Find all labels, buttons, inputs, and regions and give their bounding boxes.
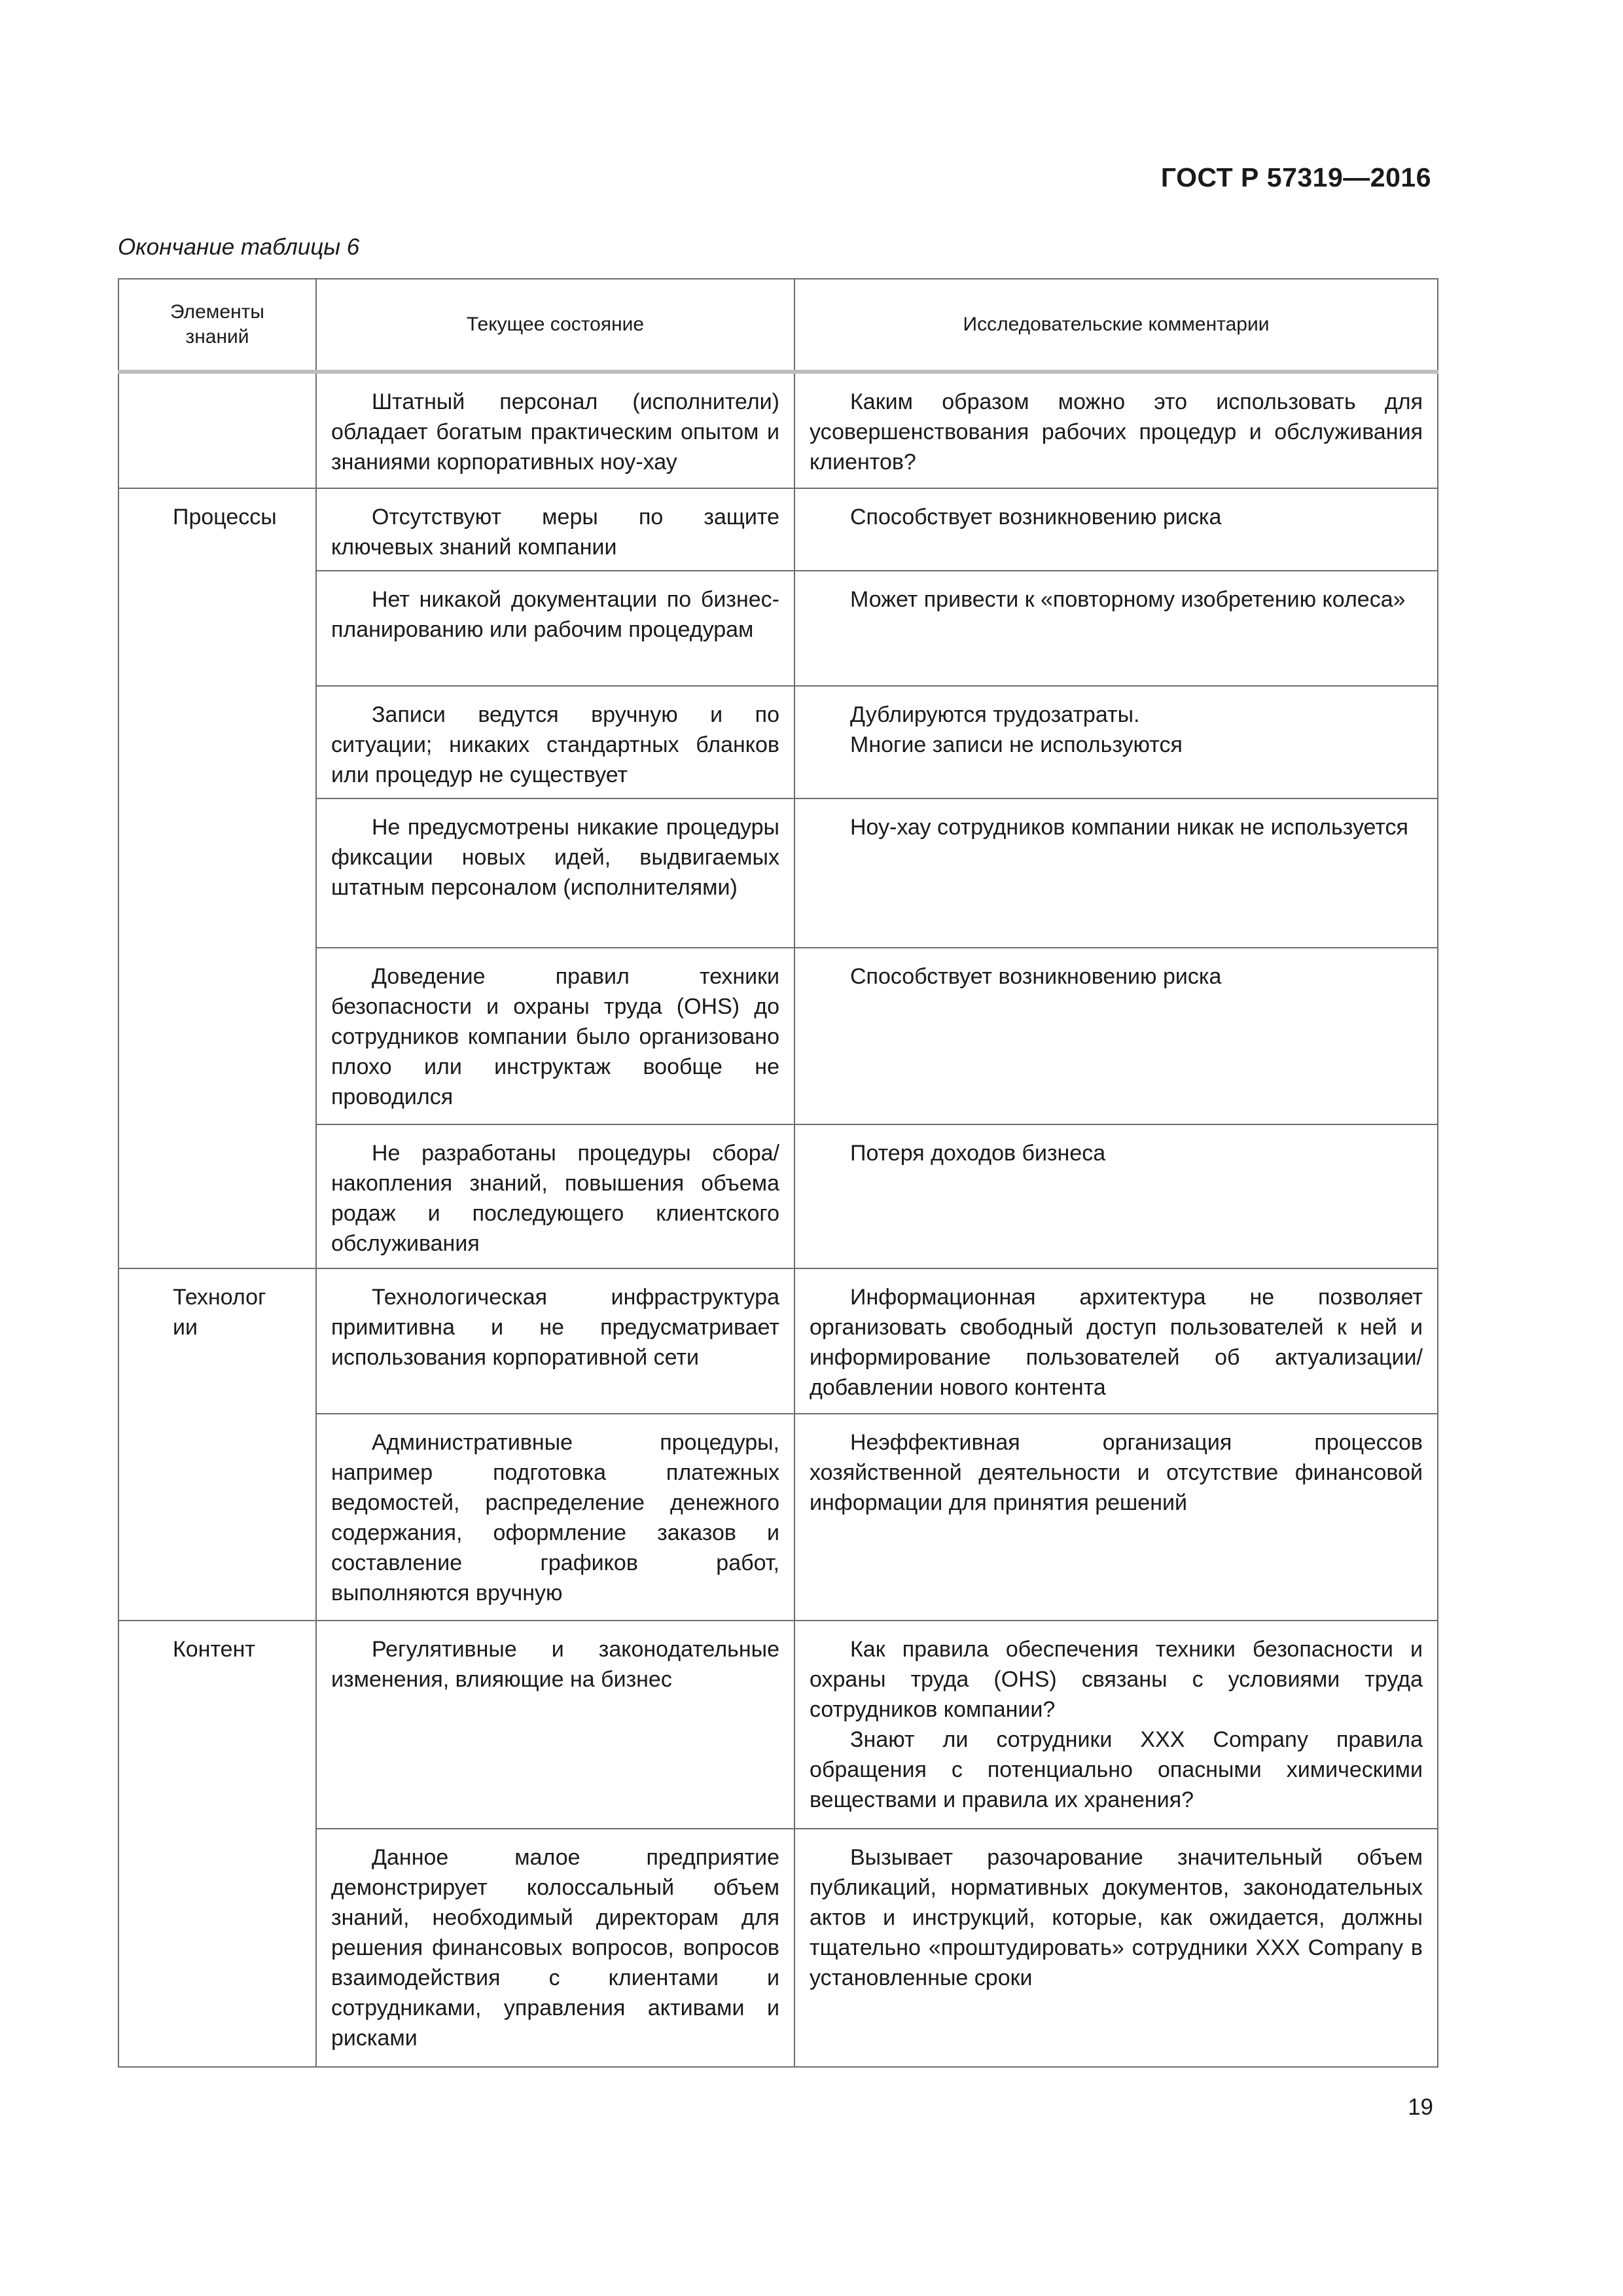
comment-cell [794, 1414, 1438, 1621]
current-state-text: Штатный персонал (исполнители) обладает богатым практическим опытом и знаниями корпоративных ноу-хау [331, 389, 779, 475]
comment-text: Каким образом можно это использовать для усовершенствования рабочих процедур и обслуживания клиентов? [810, 389, 1423, 475]
column-header-current-state: Текущее состояние [316, 279, 794, 372]
element-cell [118, 372, 316, 488]
page-number: 19 [1408, 2094, 1433, 2120]
knowledge-table [118, 278, 1438, 2068]
comment-text: Потеря доходов бизнеса [850, 1141, 1106, 1166]
current-state-cell [316, 798, 794, 948]
comment-cell [794, 372, 1438, 488]
comment-cell [794, 488, 1438, 571]
table-row [118, 1268, 1438, 1414]
comment-text: Ноу-хау сотрудников компании никак не используется [850, 815, 1408, 840]
element-label: Технологии [173, 1285, 266, 1340]
element-cell-processes: Процессы [118, 488, 316, 1268]
table-caption: Окончание таблицы 6 [118, 234, 360, 260]
current-state-cell [316, 488, 794, 571]
comment-text: Неэффективная организация процессов хозяйственной деятельности и отсутствие финансовой информации для принятия решений [810, 1430, 1423, 1515]
current-state-cell [316, 1621, 794, 1829]
table-row [118, 798, 1438, 948]
comment-text: Знают ли сотрудники XXX Company правила обращения с потенциально опасными химическими веществами и правила их хранения? [810, 1727, 1423, 1812]
current-state-text: Данное малое предприятие демонстрирует колоссальный объем знаний, необходимый директорам для решения финансовых вопросов, вопросов взаимодействия с клиентами и сотрудниками, управления активами и рисками [331, 1845, 779, 2051]
comment-cell [794, 571, 1438, 686]
table-header-row [118, 279, 1438, 372]
current-state-text: Не предусмотрены никакие процедуры фиксации новых идей, выдвигаемых штатным персоналом (исполнителями) [331, 815, 779, 900]
comment-text: Способствует возникновению риска [850, 505, 1222, 529]
current-state-text: Регулятивные и законодательные изменения, влияющие на бизнес [331, 1637, 779, 1692]
current-state-cell [316, 686, 794, 798]
table-row [118, 1829, 1438, 2067]
current-state-text: Нет никакой документации по бизнес-планированию или рабочим процедурам [331, 587, 779, 642]
current-state-cell [316, 1829, 794, 2067]
element-cell-technologies [118, 1268, 316, 1621]
comment-cell [794, 1124, 1438, 1268]
comment-text: Может привести к «повторному изобретению колеса» [850, 587, 1406, 612]
table-row [118, 571, 1438, 686]
comment-cell [794, 798, 1438, 948]
current-state-cell [316, 1268, 794, 1414]
current-state-text: Отсутствуют меры по защите ключевых знаний компании [331, 505, 779, 560]
current-state-text: Доведение правил техники безопасности и охраны труда (OHS) до сотрудников компании было организовано плохо или инструктаж вообще не проводился [331, 964, 779, 1109]
comment-cell [794, 1621, 1438, 1829]
element-cell-content: Контент [118, 1621, 316, 2067]
current-state-text: Не разработаны процедуры сбора/накопления знаний, повышения объема родаж и последующего клиентского обслуживания [331, 1141, 779, 1256]
table-row [118, 686, 1438, 798]
table-row [118, 488, 1438, 571]
document-code: ГОСТ Р 57319—2016 [1160, 162, 1431, 192]
current-state-cell [316, 1124, 794, 1268]
comment-cell [794, 948, 1438, 1124]
comment-text: Информационная архитектура не позволяет организовать свободный доступ пользователей к ней и информирование пользователей об актуализации/добавлении нового контента [810, 1285, 1423, 1400]
table-row [118, 948, 1438, 1124]
current-state-cell [316, 571, 794, 686]
table-row [118, 372, 1438, 488]
comment-cell [794, 1268, 1438, 1414]
table-row [118, 1621, 1438, 1829]
current-state-cell [316, 372, 794, 488]
current-state-cell [316, 948, 794, 1124]
column-header-elements: Элементы знаний [118, 279, 316, 372]
table-row [118, 1414, 1438, 1621]
comment-text: Многие записи не используются [850, 732, 1183, 757]
current-state-text: Записи ведутся вручную и по ситуации; никаких стандартных бланков или процедур не существует [331, 702, 779, 787]
comment-text: Дублируются трудозатраты. [850, 702, 1140, 727]
comment-text: Способствует возникновению риска [850, 964, 1222, 989]
current-state-text: Технологическая инфраструктура примитивна и не предусматривает использования корпоративной сети [331, 1285, 779, 1370]
table-row [118, 1124, 1438, 1268]
current-state-text: Административные процедуры, например подготовка платежных ведомостей, распределение денежного содержания, оформление заказов и составление графиков работ, выполняются вручную [331, 1430, 779, 1605]
comment-text: Как правила обеспечения техники безопасности и охраны труда (OHS) связаны с условиями труда сотрудников компании? [810, 1637, 1423, 1722]
column-header-research-comments: Исследовательские комментарии [794, 279, 1438, 372]
comment-cell [794, 686, 1438, 798]
comment-cell [794, 1829, 1438, 2067]
comment-text: Вызывает разочарование значительный объем публикаций, нормативных документов, законодательных актов и инструкций, которые, как ожидается, должны тщательно «проштудировать» сотрудники XXX Company в установленные сроки [810, 1845, 1423, 1990]
current-state-cell [316, 1414, 794, 1621]
